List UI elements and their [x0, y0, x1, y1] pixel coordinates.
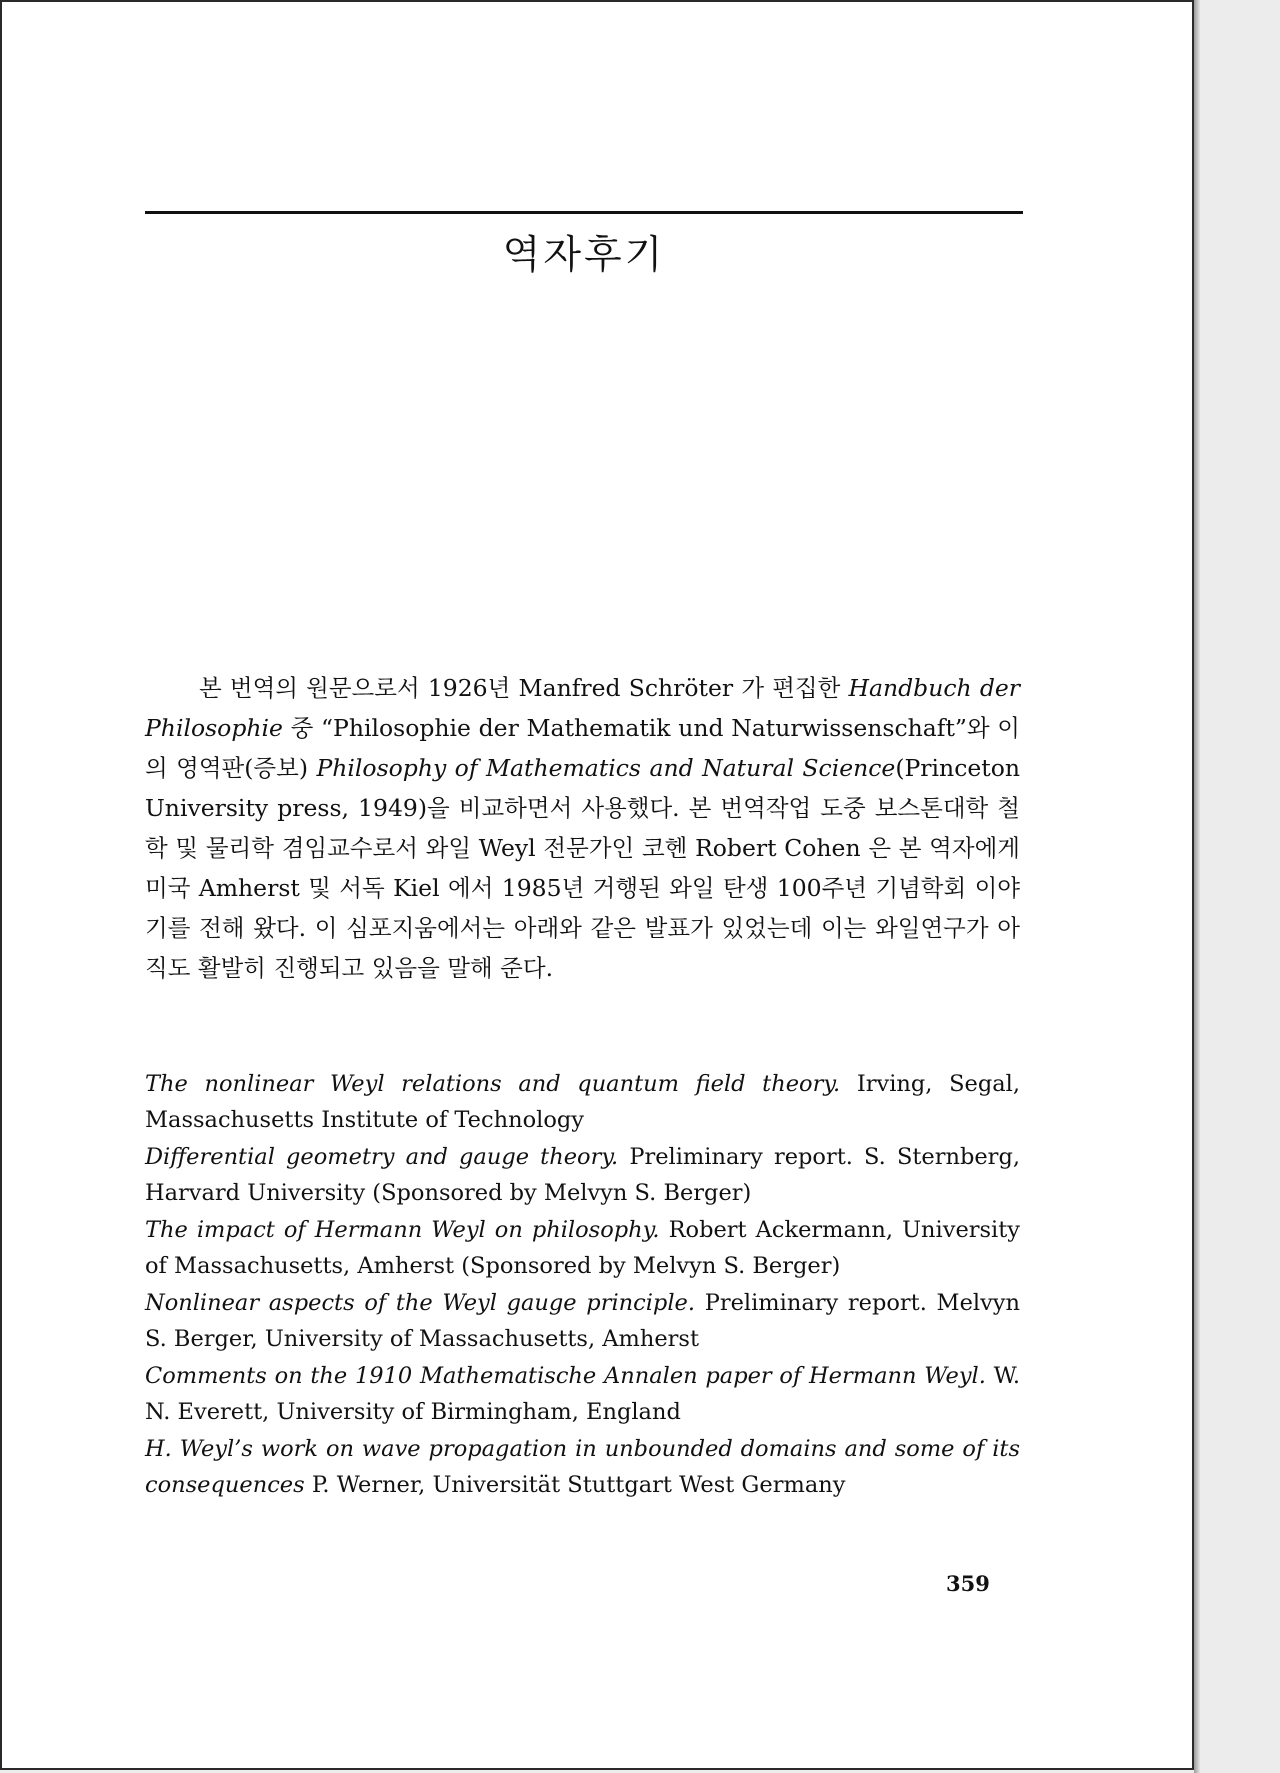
page-edge-shadow	[1194, 0, 1200, 1773]
paragraph-text-3: (Princeton University press, 1949)을 비교하면서 사용했다. 본 번역작업 도중 보스톤대학 철학 및 물리학 겸임교수로서 와일 Weyl 전문가인 코헨 Robert Cohen 은 본 역자에게 미국 Amherst 및 서독 Kiel 에서 1985년 거행된 와일 탄생 100주년 기념학회 이야기를 전해 왔다. 이 심포지움에서는 아래와 같은 발표가 있었는데 이는 와일연구가 아직도 활발히 진행되고 있음을 말해 준다.	[145, 754, 1020, 982]
reference-item	[145, 1066, 1020, 1138]
reference-item	[145, 1212, 1020, 1284]
reference-list	[145, 1066, 1020, 1504]
reference-author: Irving, Segal, Massachusetts Institute of Technology	[145, 1071, 1020, 1133]
reference-title: H. Weyl’s work on wave propagation in unbounded domains and some of its consequences	[145, 1436, 1020, 1498]
paragraph-italic-1: Handbuch der Philosophie	[145, 674, 1021, 742]
reference-title: Comments on the 1910 Mathematische Annalen paper of Hermann Weyl.	[145, 1363, 986, 1389]
reference-title: The impact of Hermann Weyl on philosophy.	[145, 1217, 660, 1243]
reference-title: The nonlinear Weyl relations and quantum field theory.	[145, 1071, 841, 1097]
reference-item	[145, 1431, 1020, 1503]
paragraph-text-2: 중 “Philosophie der Mathematik und Naturwissenschaft”와 이의 영역판(증보)	[145, 714, 1020, 782]
body-paragraph	[145, 668, 1020, 988]
page-title: 역자후기	[502, 233, 666, 278]
reference-author: P. Werner, Universität Stuttgart West Germany	[304, 1472, 846, 1498]
reference-item	[145, 1139, 1020, 1211]
reference-item	[145, 1285, 1020, 1357]
paragraph-text-1: 본 번역의 원문으로서 1926년 Manfred Schröter 가 편집한	[199, 674, 849, 702]
reference-item	[145, 1358, 1020, 1430]
reference-title: Nonlinear aspects of the Weyl gauge principle.	[145, 1290, 696, 1316]
reference-author: W. N. Everett, University of Birmingham, England	[145, 1363, 1020, 1425]
reference-author: Preliminary report. Melvyn S. Berger, University of Massachusetts, Amherst	[145, 1290, 1020, 1352]
reference-title: Differential geometry and gauge theory.	[145, 1144, 619, 1170]
page-number: 359	[946, 1571, 990, 1596]
header-rule	[145, 211, 1023, 214]
reference-author: Robert Ackermann, University of Massachusetts, Amherst (Sponsored by Melvyn S. Berger)	[145, 1217, 1021, 1279]
reference-author: Preliminary report. S. Sternberg, Harvard University (Sponsored by Melvyn S. Berger)	[145, 1144, 1020, 1206]
paragraph-italic-2: Philosophy of Mathematics and Natural Science	[316, 754, 896, 782]
